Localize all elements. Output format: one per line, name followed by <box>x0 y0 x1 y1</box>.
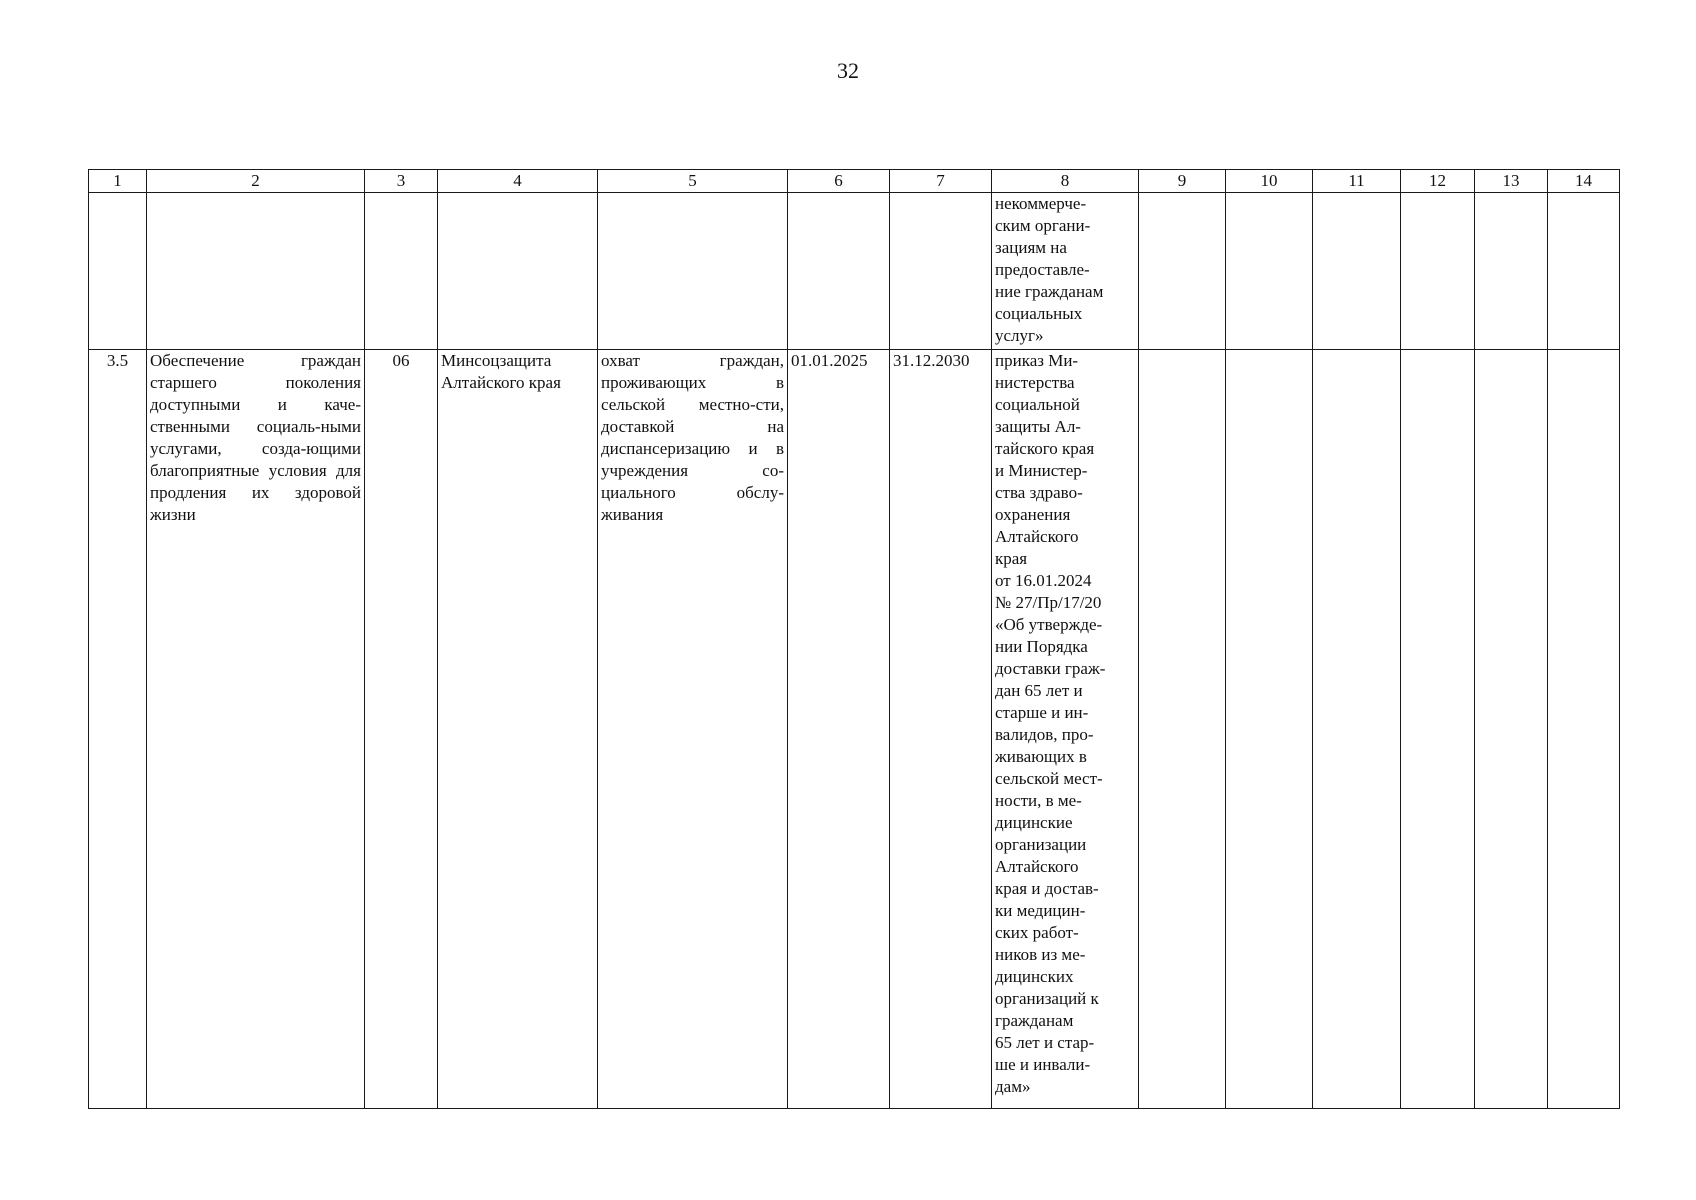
cell-result <box>598 350 788 1109</box>
cell-col-10 <box>1226 193 1313 350</box>
column-header-11: 11 <box>1313 170 1401 193</box>
cell-col-14 <box>1548 350 1620 1109</box>
cell-number-text: 3.5 <box>106 351 129 370</box>
cell-start-date <box>788 350 890 1109</box>
cell-number <box>89 193 147 350</box>
cell-col-9 <box>1139 350 1226 1109</box>
cell-code-text: 06 <box>392 351 410 370</box>
program-table <box>88 169 1620 1109</box>
cell-measure-text: Обеспечение граждан старшего поколения доступными и каче-ственными социаль-ными услугами, созда-ющими благоприятные условия для продления их здоровой жизни <box>150 351 361 524</box>
cell-number <box>89 350 147 1109</box>
cell-col-13 <box>1475 193 1548 350</box>
cell-legal-act <box>992 350 1139 1109</box>
column-header-14: 14 <box>1548 170 1620 193</box>
cell-executor <box>438 193 598 350</box>
cell-measure <box>147 193 365 350</box>
cell-code <box>365 193 438 350</box>
cell-col-9 <box>1139 193 1226 350</box>
cell-end-date-text: 31.12.2030 <box>893 351 970 370</box>
cell-col-14 <box>1548 193 1620 350</box>
column-number-row <box>89 170 1620 193</box>
cell-legal-act <box>992 193 1139 350</box>
cell-executor <box>438 350 598 1109</box>
cell-col-11 <box>1313 193 1401 350</box>
cell-result-text: охват граждан, проживающих в сельской местно-сти, доставкой на диспансеризацию и в учреждения со-циального обслу-живания <box>601 351 784 524</box>
column-header-2: 2 <box>147 170 365 193</box>
column-header-6: 6 <box>788 170 890 193</box>
cell-col-13 <box>1475 350 1548 1109</box>
cell-code <box>365 350 438 1109</box>
cell-result <box>598 193 788 350</box>
table-row-continuation <box>89 193 1620 350</box>
cell-col-11 <box>1313 350 1401 1109</box>
table-row-3-5 <box>89 350 1620 1109</box>
cell-end-date <box>890 193 992 350</box>
cell-measure <box>147 350 365 1109</box>
column-header-8: 8 <box>992 170 1139 193</box>
column-header-12: 12 <box>1401 170 1475 193</box>
column-header-13: 13 <box>1475 170 1548 193</box>
column-header-1: 1 <box>89 170 147 193</box>
cell-end-date <box>890 350 992 1109</box>
cell-col-10 <box>1226 350 1313 1109</box>
column-header-9: 9 <box>1139 170 1226 193</box>
column-header-5: 5 <box>598 170 788 193</box>
column-header-10: 10 <box>1226 170 1313 193</box>
cell-executor-text: Минсоцзащита Алтайского края <box>441 351 561 392</box>
cell-start-date-text: 01.01.2025 <box>791 351 868 370</box>
cell-col-12 <box>1401 350 1475 1109</box>
cell-col-12 <box>1401 193 1475 350</box>
column-header-3: 3 <box>365 170 438 193</box>
column-header-4: 4 <box>438 170 598 193</box>
cell-legal-act-text: некоммерче- ским органи- зациям на предоставле- ние гражданам социальных услуг» <box>995 194 1104 345</box>
column-header-7: 7 <box>890 170 992 193</box>
cell-start-date <box>788 193 890 350</box>
cell-legal-act-text: приказ Ми- нистерства социальной защиты Ал- тайского края и Министер- ства здраво- охранения Алтайского края от 16.01.2024 № 27/Пр/17/20 «Об утвержде- нии Порядка доставки граж- дан 65 лет и старше и ин- валидов, про- живающих в сельской мест- ности, в ме- дицинские организации Алтайского края и достав- ки медицин- ских работ- ников из ме- дицинских организаций к гражданам 65 лет и стар- ше и инвали- дам» <box>995 351 1106 1096</box>
page-number: 32 <box>837 58 859 83</box>
